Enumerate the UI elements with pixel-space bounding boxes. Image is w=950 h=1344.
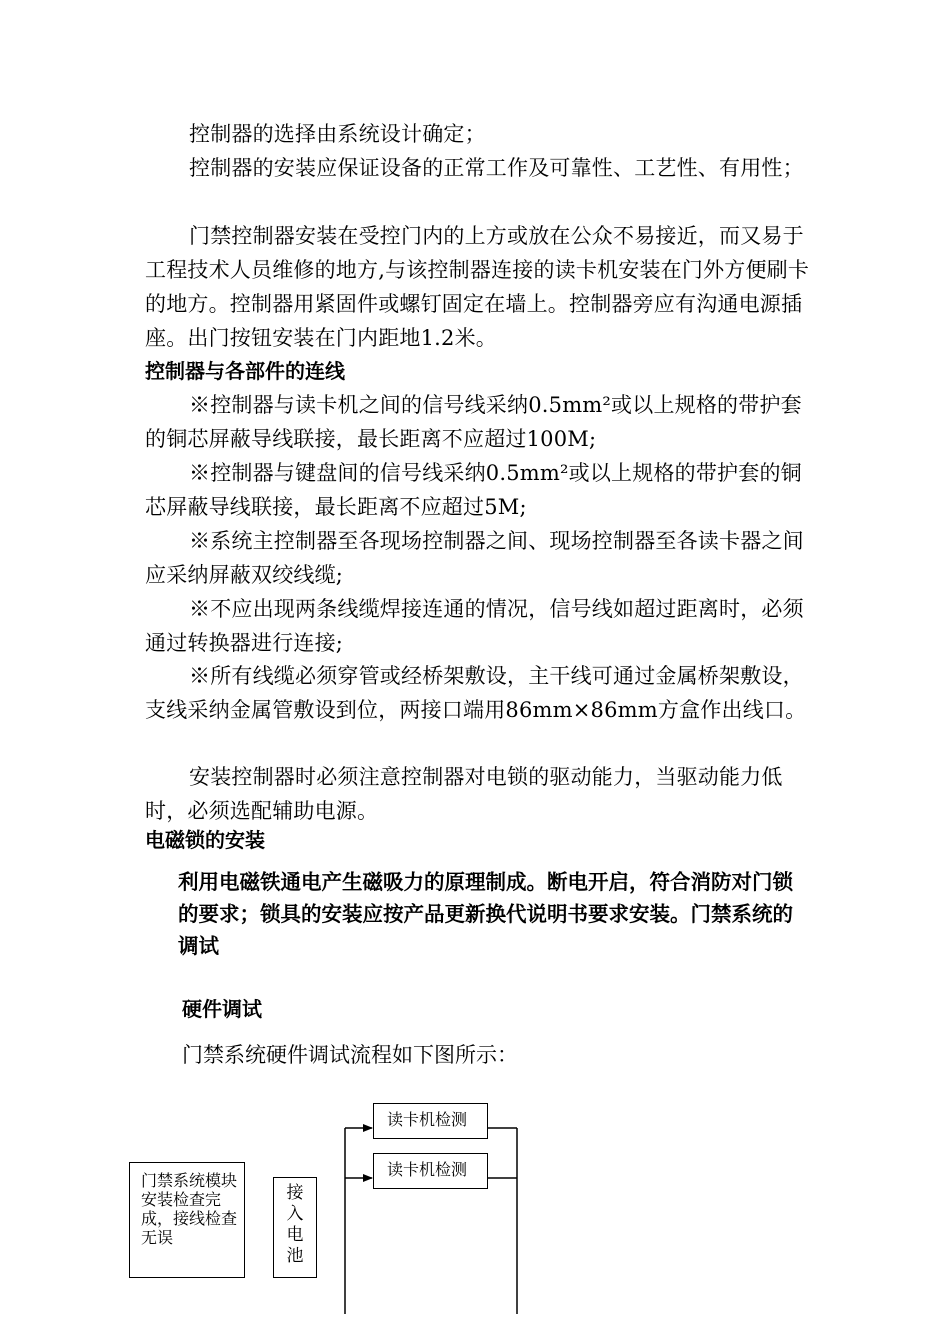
bullet-no-splicing: ※不应出现两条线缆焊接连通的情况，信号线如超过距离时，必须通过转换器进行连接; [145, 597, 804, 655]
heading-hardware-debug: 硬件调试 [182, 997, 262, 1021]
para-controller-selection: 控制器的选择由系统设计确定； [189, 122, 486, 146]
box-module-check-label: 门禁系统模块安装检查完成，接线检查无误 [141, 1171, 238, 1247]
para-debug-flow: 门禁系统硬件调试流程如下图所示： [182, 1043, 518, 1067]
para-controller-location: 门禁控制器安装在受控门内的上方或放在公众不易接近，而又易于工程技术人员维修的地方,与该控制器连接的读卡机安装在门外方便刷卡的地方。控制器用紧固件或螺钉固定在墙上。控制器旁应有沟通电源插座。出门按钮安装在门内距地1.2米。 [145, 224, 810, 350]
bullet-conduit: ※所有线缆必须穿管或经桥架敷设，主干线可通过金属桥架敷设，支线采纳金属管敷设到位，两接口端用86mm×86mm方盒作出线口。 [145, 664, 807, 722]
heading-controller-wiring: 控制器与各部件的连线 [145, 359, 345, 383]
para-lock-drive: 安装控制器时必须注意控制器对电锁的驱动能力，当驱动能力低时，必须选配辅助电源。 [145, 765, 783, 823]
box-battery [273, 1177, 317, 1278]
bullet-twisted-pair: ※系统主控制器至各现场控制器之间、现场控制器至各读卡器之间应采纳屏蔽双绞线缆; [145, 529, 804, 587]
bullet-reader-signal-wire: ※控制器与读卡机之间的信号线采纳0.5mm²或以上规格的带护套的铜芯屏蔽导线联接，最长距离不应超过100M; [145, 393, 802, 451]
para-controller-install-quality: 控制器的安装应保证设备的正常工作及可靠性、工艺性、有用性； [189, 156, 804, 180]
bullet-keypad-signal-wire: ※控制器与键盘间的信号线采纳0.5mm²或以上规格的带护套的铜芯屏蔽导线联接，最长距离不应超过5M; [145, 461, 802, 519]
heading-maglock-install: 电磁锁的安装 [145, 828, 265, 852]
box-reader-check-2-label: 读卡机检测 [387, 1160, 468, 1179]
box-module-check [129, 1162, 245, 1278]
box-reader-check-1-label: 读卡机检测 [387, 1110, 468, 1129]
box-battery-label: 接入电池 [286, 1183, 304, 1266]
box-reader-check-2 [373, 1153, 488, 1189]
bold-maglock-principle: 利用电磁铁通电产生磁吸力的原理制成。断电开启，符合消防对门锁的要求；锁具的安装应按产品更新换代说明书要求安装。门禁系统的调试 [178, 870, 793, 958]
box-reader-check-1 [373, 1103, 488, 1139]
